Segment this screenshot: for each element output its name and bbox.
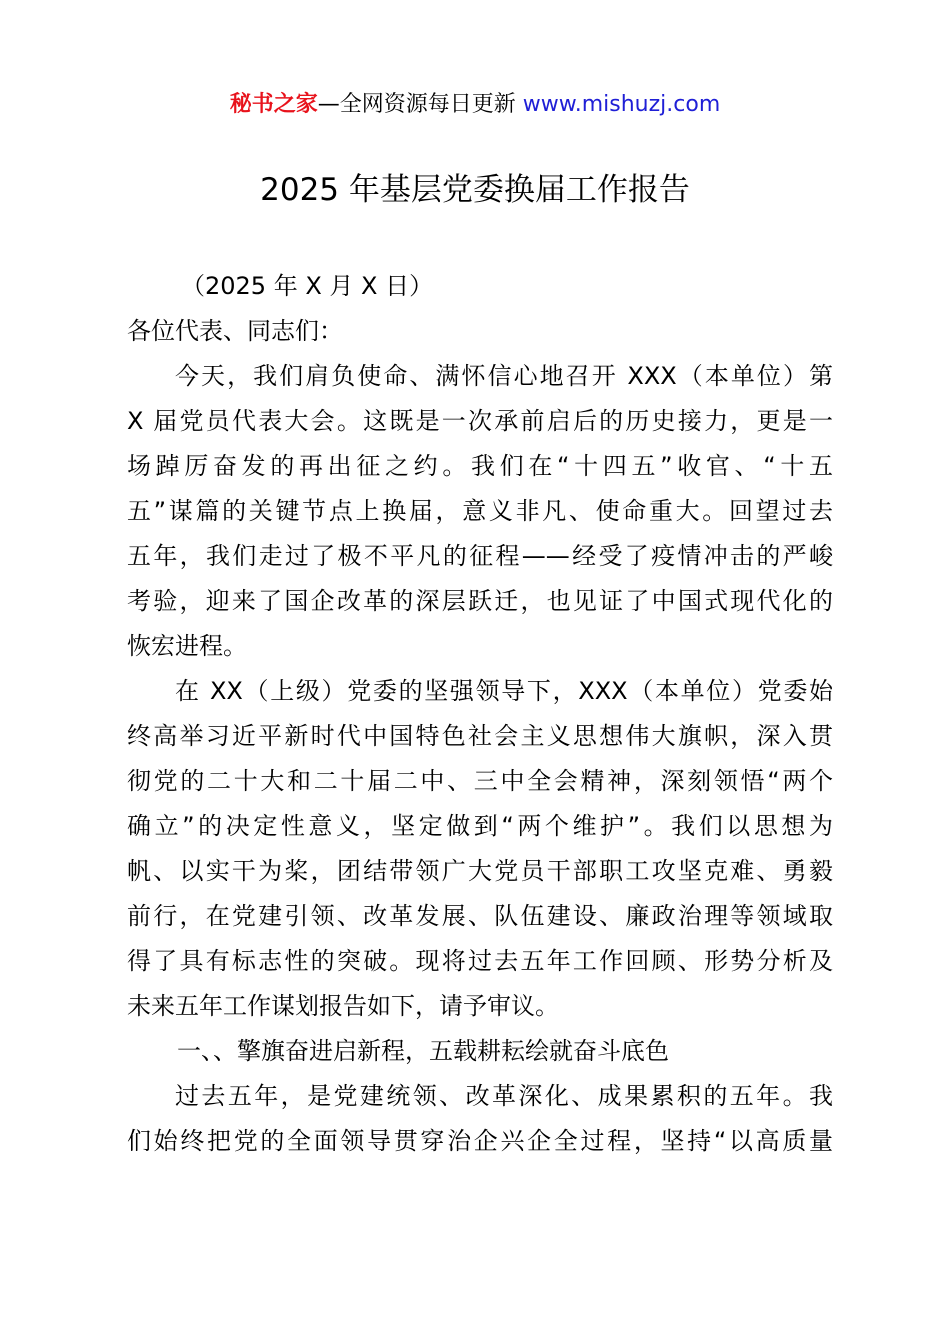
paragraph-line: 得了具有标志性的突破。现将过去五年工作回顾、形势分析及 [127,947,833,975]
paragraph-line: 未来五年工作谋划报告如下，请予审议。 [127,992,559,1020]
paragraph-intro [127,354,833,669]
site-url-link[interactable]: www.mishuzj.com [522,92,721,117]
paragraph-line: 前行，在党建引领、改革发展、队伍建设、廉政治理等领域取 [127,902,833,930]
site-header [0,88,950,122]
paragraph-leadership [127,669,833,1029]
document-date: （2025 年 X 月 X 日） [181,272,434,300]
paragraph-line: 五年，我们走过了极不平凡的征程——经受了疫情冲击的严峻 [127,542,833,570]
paragraph-line: 终高举习近平新时代中国特色社会主义思想伟大旗帜，深入贯 [127,722,833,750]
paragraph-line: 过去五年，是党建统领、改革深化、成果累积的五年。我 [175,1082,833,1110]
paragraph-line: 场踔厉奋发的再出征之约。我们在“十四五”收官、“十五 [127,452,833,480]
paragraph-line: 确立”的决定性意义，坚定做到“两个维护”。我们以思想为 [127,812,833,840]
paragraph-line: 帆、以实干为桨，团结带领广大党员干部职工攻坚克难、勇毅 [127,857,833,885]
paragraph-review [127,1074,833,1164]
header-tagline: —全网资源每日更新 [317,92,516,117]
paragraph-line: 们始终把党的全面领导贯穿治企兴企全过程，坚持“以高质量 [127,1127,833,1155]
section-heading: 一、、擎旗奋进启新程，五载耕耘绘就奋斗底色 [177,1037,669,1065]
document-body [127,264,833,1164]
paragraph-line: 彻党的二十大和二十届二中、三中全会精神，深刻领悟“两个 [127,767,833,795]
paragraph-line: X 届党员代表大会。这既是一次承前启后的历史接力，更是一 [127,407,833,435]
salutation: 各位代表、同志们： [127,317,343,345]
brand-name: 秘书之家 [229,92,318,117]
paragraph-line: 今天，我们肩负使命、满怀信心地召开 XXX（本单位）第 [175,362,833,390]
paragraph-line: 在 XX（上级）党委的坚强领导下，XXX（本单位）党委始 [175,677,833,705]
paragraph-line: 考验，迎来了国企改革的深层跃迁，也见证了中国式现代化的 [127,587,833,615]
paragraph-line: 恢宏进程。 [127,632,247,660]
paragraph-line: 五”谋篇的关键节点上换届，意义非凡、使命重大。回望过去 [127,497,833,525]
document-title: 2025 年基层党委换届工作报告 [260,172,690,208]
